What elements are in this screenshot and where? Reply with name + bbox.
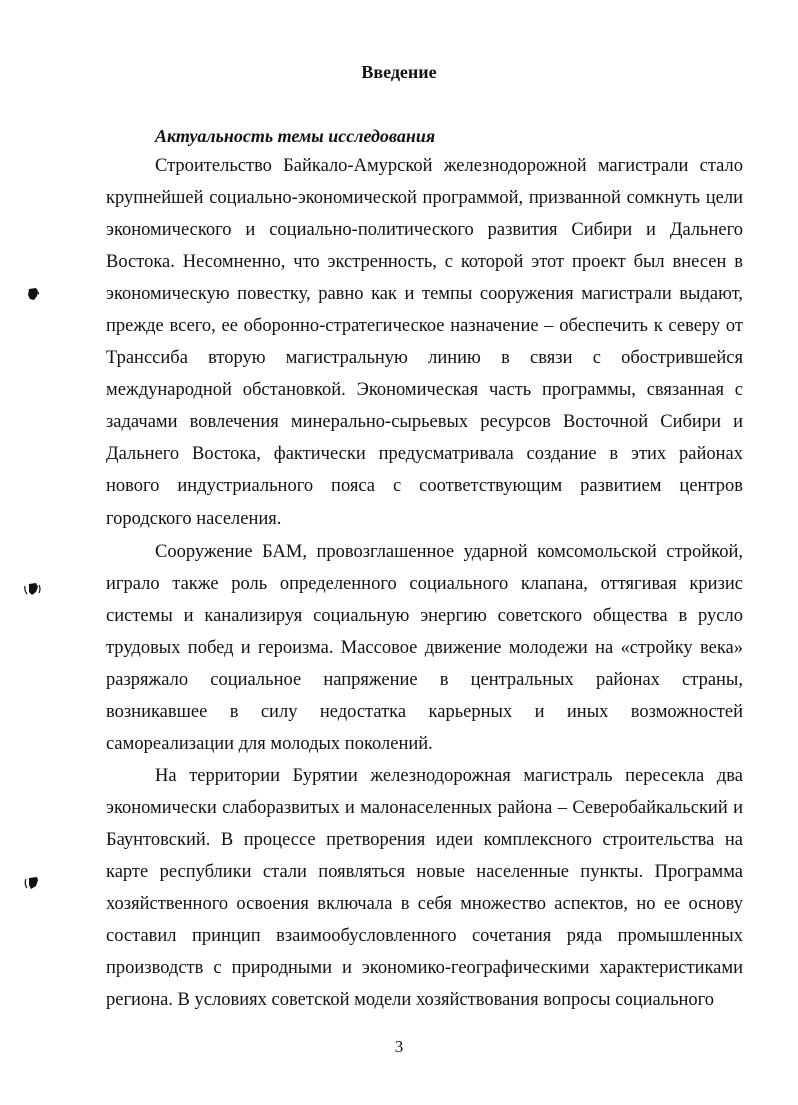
page-title: Введение	[361, 62, 437, 82]
section-subtitle: Актуальность темы исследования	[155, 126, 436, 146]
ink-blot-icon	[24, 582, 38, 596]
ink-blot-icon	[24, 876, 38, 890]
page-number: 3	[394, 1037, 404, 1056]
ink-blot-icon	[26, 287, 40, 301]
paragraph-1: Строительство Байкало-Амурской железнодорожной магистрали стало крупнейшей социально-экономической программой, призванной сомкнуть цели экономического и социально-политического развития Сибири и Дальнего Востока. Несомненно, что экстренность, с которой этот проект был внесен в экономическую повестку, равно как и темпы сооружения магистрали выдают, прежде всего, ее оборонно-стратегическое назначение – обеспечить к северу от Транссиба вторую магистральную линию в связи с обострившейся международной обстановкой. Экономическая часть программы, связанная с задачами вовлечения минерально-сырьевых ресурсов Восточной Сибири и Дальнего Востока, фактически предусматривала создание в этих районах нового индустриального пояса с соответствующим развитием центров городского населения.	[106, 156, 743, 529]
paragraph-3: На территории Бурятии железнодорожная магистраль пересекла два экономически слаборазвитых и малонаселенных района – Северобайкальский и Баунтовский. В процессе претворения идеи комплексного строительства на карте республики стали появляться новые населенные пункты. Программа хозяйственного освоения включала в себя множество аспектов, но ее основу составил принцип взаимообусловленного сочетания ряда промышленных производств с природными и экономико-географическими характеристиками региона. В условиях советской модели хозяйствования вопросы социального	[106, 766, 743, 1011]
paragraph-2: Сооружение БАМ, провозглашенное ударной комсомольской стройкой, играло также роль определенного социального клапана, оттягивая кризис системы и канализируя социальную энергию советского общества в русло трудовых побед и героизма. Массовое движение молодежи на «стройку века» разряжало социальное напряжение в центральных районах страны, возникавшее в силу недостатка карьерных и иных возможностей самореализации для молодых поколений.	[106, 542, 743, 755]
